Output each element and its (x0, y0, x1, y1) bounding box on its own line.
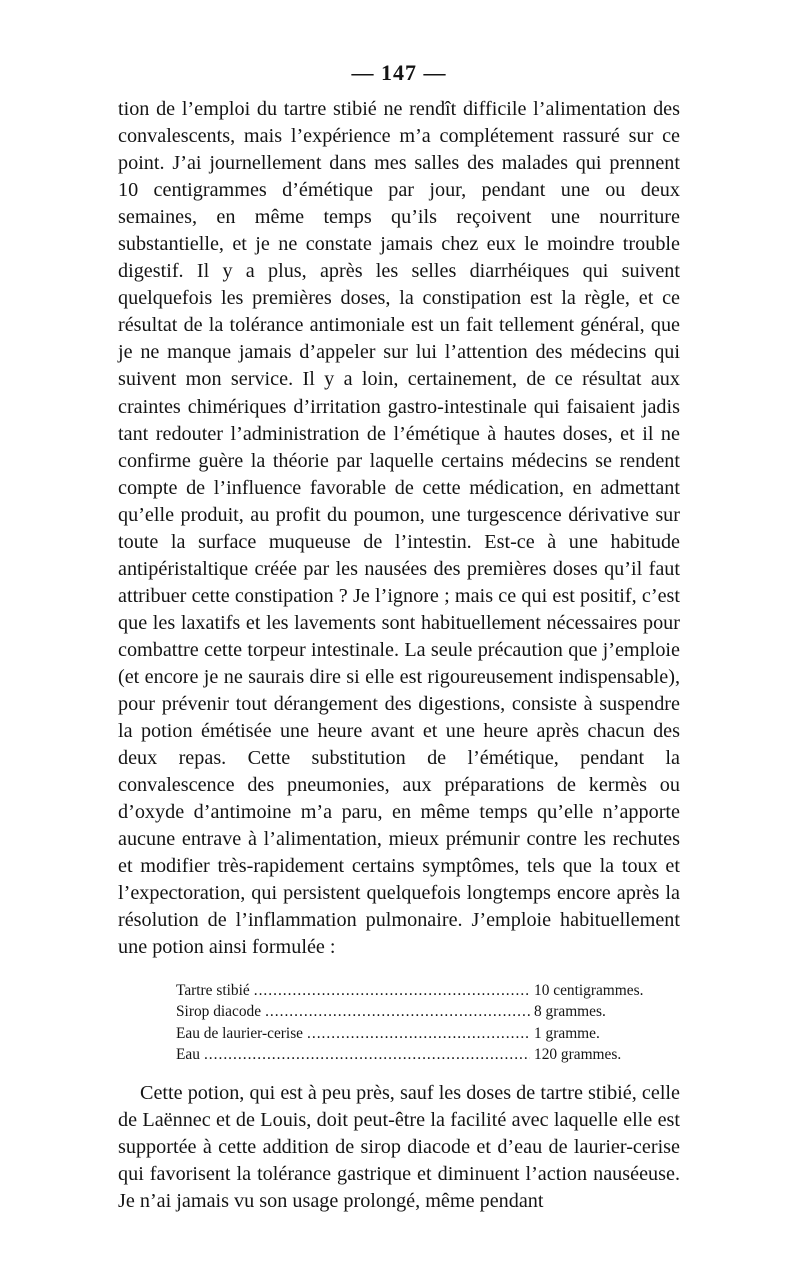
ingredient-quantity: 8 grammes. (534, 1003, 606, 1020)
ingredient-quantity: 10 centigrammes. (534, 981, 644, 999)
recipe-line (176, 1001, 670, 1023)
recipe-line (176, 1044, 670, 1066)
recipe-line (176, 980, 670, 1002)
dot-leader (265, 1001, 530, 1023)
dot-leader (204, 1044, 530, 1066)
paragraph-continued: tion de l’emploi du tartre stibié ne rendît difficile l’alimentation des convalescents, mais l’expérience m’a complétement rassuré sur ce point. J’ai journellement dans mes salles des malades qui prennent 10 centigrammes d’émétique par jour, pendant une ou deux semaines, en même temps qu’ils reçoivent une nourriture substantielle, et je ne constate jamais chez eux le moindre trouble digestif. Il y a plus, après les selles diarrhéiques qui suivent quelquefois les premières doses, la constipation est la règle, et ce résultat de la tolérance antimoniale est un fait tellement général, que je ne manque jamais d’appeler sur lui l’attention des médecins qui suivent mon service. Il y a loin, certainement, de ce résultat aux craintes chimériques d’irritation gastro-intestinale qui faisaient jadis tant redouter l’administration de l’émétique à hautes doses, et il ne confirme guère la théorie par laquelle certains médecins se rendent compte de l’influence favorable de cette médication, en admettant qu’elle produit, au profit du poumon, une turgescence dérivative sur toute la surface muqueuse de l’intestin. Est-ce à une habitude antipéristaltique créée par les nausées des premières doses qu’il faut attribuer cette constipation ? Je l’ignore ; mais ce qui est positif, c’est que les laxatifs et les lavements sont habituellement nécessaires pour combattre cette torpeur intestinale. La seule précaution que j’emploie (et encore je ne saurais dire si elle est rigoureusement indispensable), pour prévenir tout dérangement des digestions, consiste à suspendre la potion émétisée une heure avant et une heure après chacun des deux repas. Cette substitution de l’émétique, pendant la convalescence des pneumonies, aux préparations de kermès ou d’oxyde d’antimoine m’a paru, en même temps qu’elle n’apporte aucune entrave à l’alimentation, mieux prémunir contre les rechutes et modifier très-rapidement certains symptômes, tels que la toux et l’expectoration, qui persistent quelquefois longtemps encore après la résolution de l’inflammation pulmonaire. J’emploie habituellement une potion ainsi formulée : (118, 98, 680, 959)
ingredient-name: Tartre stibié (176, 981, 250, 999)
ingredient-name: Sirop diacode (176, 1003, 262, 1020)
paragraph: Cette potion, qui est à peu près, sauf les doses de tartre stibié, celle de Laënnec et de Louis, doit peut-être la facilité avec laquelle elle est supportée à cette addition de sirop diacode et d’eau de laurier-cerise qui favorisent la tolérance gastrique et diminuent l’action nauséeuse. Je n’ai jamais vu son usage prolongé, même pendant (118, 1081, 680, 1212)
ingredient-quantity: 1 gramme. (534, 1024, 600, 1042)
ingredient-name: Eau (176, 1046, 200, 1063)
page-number: — 147 — (351, 60, 447, 85)
recipe-line (176, 1023, 670, 1045)
ingredient-quantity: 120 grammes. (534, 1046, 622, 1063)
ingredient-name: Eau de laurier-cerise (176, 1024, 304, 1042)
book-page (118, 58, 680, 1215)
dot-leader (254, 980, 530, 1002)
dot-leader (307, 1023, 530, 1045)
recipe-formula (176, 980, 670, 1066)
